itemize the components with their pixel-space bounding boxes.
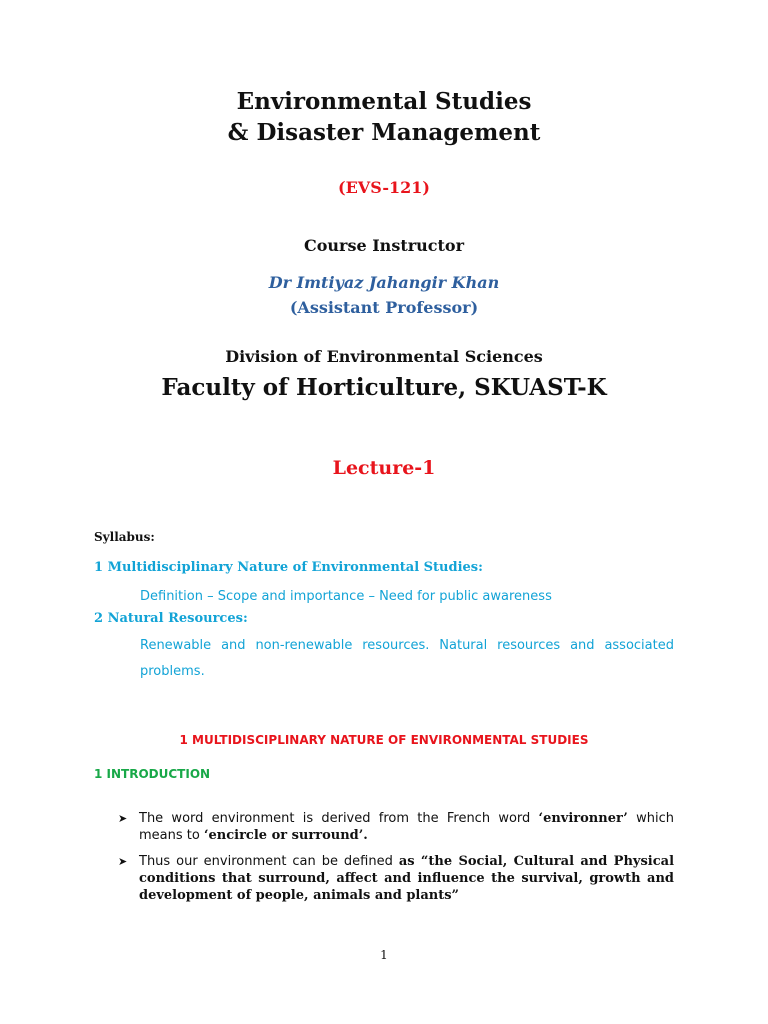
document-title-line1: Environmental Studies — [236, 88, 532, 115]
bullet-text: which means to — [139, 811, 674, 843]
bullet-emphasis: ‘encircle or surround’. — [203, 828, 368, 843]
division-name: Division of Environmental Sciences — [225, 347, 543, 366]
lecture-title: Lecture-1 — [332, 457, 436, 479]
instructor-heading: Course Instructor — [303, 236, 465, 255]
bullet-emphasis: as “the Social, Cultural and Physical conditions that surround, affect and influence the survival, growth and development of people, animals and plants” — [139, 854, 675, 903]
syllabus-topic-title: 1 Multidisciplinary Nature of Environmental Studies: — [94, 560, 483, 575]
instructor-role: (Assistant Professor) — [289, 298, 479, 317]
subsection-heading: 1 INTRODUCTION — [94, 767, 211, 781]
document-title-line2: & Disaster Management — [227, 119, 541, 146]
instructor-name: Dr Imtiyaz Jahangir Khan — [268, 273, 500, 292]
bullet-text: Thus our environment can be defined — [139, 854, 399, 869]
syllabus-heading: Syllabus: — [94, 530, 155, 544]
bullet-emphasis: ‘environner’ — [538, 811, 628, 826]
syllabus-topic-title: 2 Natural Resources: — [94, 611, 248, 626]
bullet-text: The word environment is derived from the French word — [139, 811, 539, 826]
section-heading: 1 MULTIDISCIPLINARY NATURE OF ENVIRONMENTAL STUDIES — [179, 733, 589, 747]
syllabus-topic-desc: Definition – Scope and importance – Need for public awareness — [140, 589, 552, 604]
bullet-list — [118, 810, 674, 904]
syllabus-topic-desc: Renewable and non-renewable resources. Natural resources and associated problems. — [140, 638, 674, 679]
list-item — [118, 853, 674, 904]
page-number: 1 — [380, 948, 388, 962]
arrow-bullet-icon: ➤ — [118, 812, 128, 825]
list-item — [118, 810, 674, 844]
faculty-name: Faculty of Horticulture, SKUAST-K — [161, 374, 607, 401]
course-code: (EVS-121) — [338, 178, 430, 197]
arrow-bullet-icon: ➤ — [118, 855, 128, 868]
